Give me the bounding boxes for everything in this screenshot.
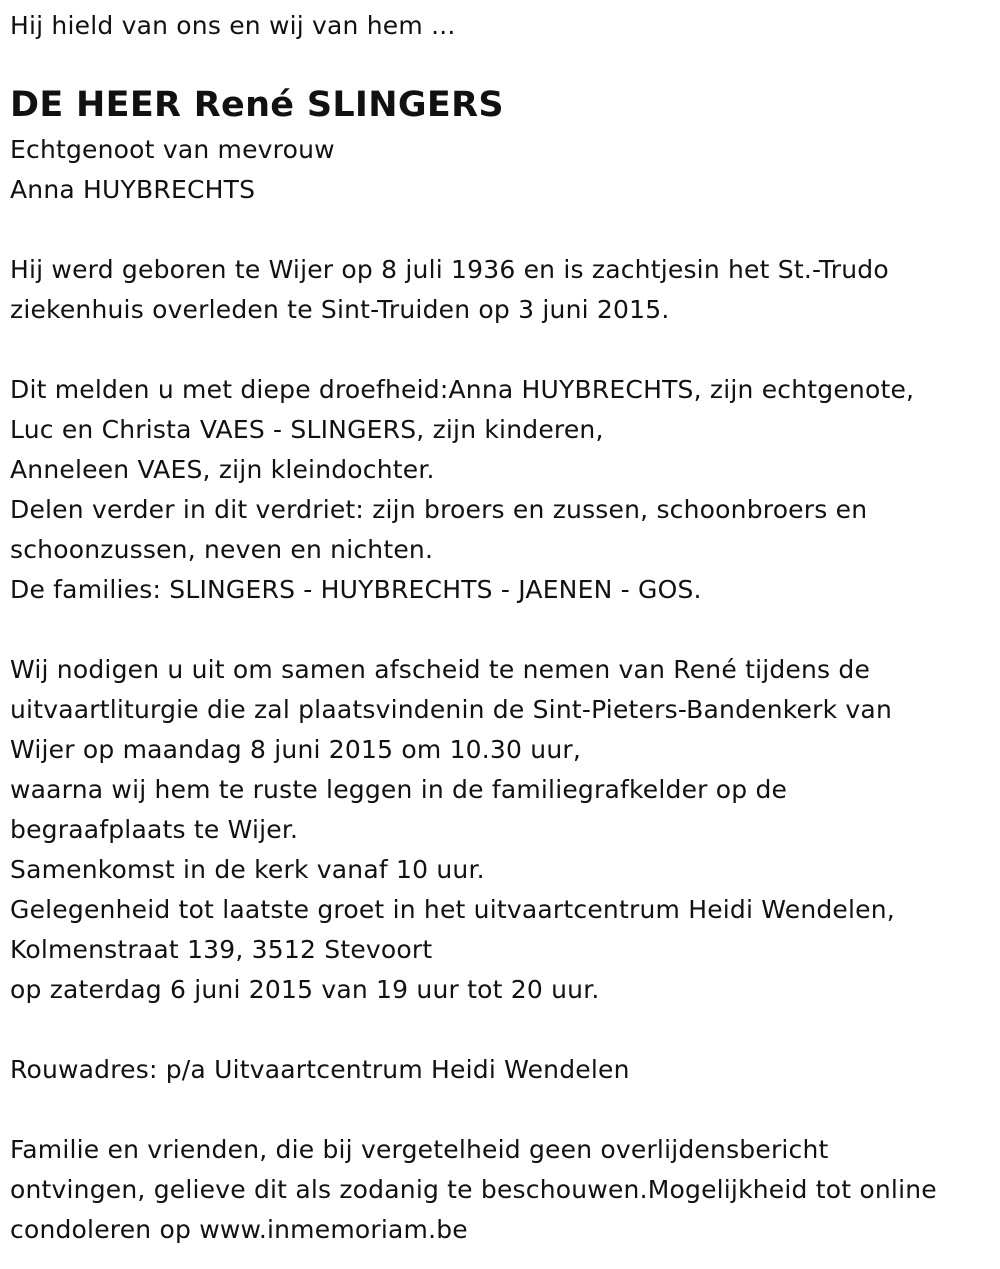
text-line: Gelegenheid tot laatste groet in het uitvaartcentrum Heidi Wendelen, bbox=[10, 895, 895, 924]
motto: Hij hield van ons en wij van hem ... bbox=[10, 11, 456, 40]
obituary-notice bbox=[10, 8, 990, 1250]
text-line: op zaterdag 6 juni 2015 van 19 uur tot 20 uur. bbox=[10, 975, 600, 1004]
funeral-paragraph bbox=[10, 650, 990, 1010]
spacer bbox=[10, 610, 990, 650]
text-line: Wij nodigen u uit om samen afscheid te nemen van René tijdens de bbox=[10, 655, 871, 684]
text-line bbox=[10, 1210, 990, 1250]
text-line: Samenkomst in de kerk vanaf 10 uur. bbox=[10, 855, 485, 884]
text-line: uitvaartliturgie die zal plaatsvindenin de Sint-Pieters-Bandenkerk van bbox=[10, 695, 892, 724]
spacer bbox=[10, 330, 990, 370]
text-line: Luc en Christa VAES - SLINGERS, zijn kinderen, bbox=[10, 415, 604, 444]
website-link[interactable]: www.inmemoriam.be bbox=[199, 1215, 468, 1244]
text-line: Delen verder in dit verdriet: zijn broers en zussen, schoonbroers en bbox=[10, 495, 868, 524]
closing-paragraph bbox=[10, 1130, 990, 1250]
deceased-name: DE HEER René SLINGERS bbox=[10, 85, 504, 125]
spouse-label: Echtgenoot van mevrouw bbox=[10, 135, 335, 164]
condolence-prefix: condoleren op bbox=[10, 1215, 200, 1244]
text-line: Hij werd geboren te Wijer op 8 juli 1936 en is zachtjesin het St.-Trudo bbox=[10, 255, 889, 284]
mourning-address: Rouwadres: p/a Uitvaartcentrum Heidi Wendelen bbox=[10, 1055, 630, 1084]
text-line: ziekenhuis overleden te Sint-Truiden op 3 juni 2015. bbox=[10, 295, 670, 324]
text-line: De families: SLINGERS - HUYBRECHTS - JAENEN - GOS. bbox=[10, 575, 702, 604]
text-line: Kolmenstraat 139, 3512 Stevoort bbox=[10, 935, 433, 964]
spacer bbox=[10, 210, 990, 250]
text-line: Familie en vrienden, die bij vergetelheid geen overlijdensbericht bbox=[10, 1135, 829, 1164]
text-line: begraafplaats te Wijer. bbox=[10, 815, 299, 844]
text-line: Dit melden u met diepe droefheid:Anna HUYBRECHTS, zijn echtgenote, bbox=[10, 375, 915, 404]
text-line: Anneleen VAES, zijn kleindochter. bbox=[10, 455, 435, 484]
announcers-paragraph bbox=[10, 370, 990, 610]
spacer bbox=[10, 1010, 990, 1050]
birth-paragraph bbox=[10, 250, 990, 330]
text-line: schoonzussen, neven en nichten. bbox=[10, 535, 434, 564]
text-line: waarna wij hem te ruste leggen in de familiegrafkelder op de bbox=[10, 775, 788, 804]
spouse-name: Anna HUYBRECHTS bbox=[10, 175, 256, 204]
spacer bbox=[10, 1090, 990, 1130]
spacer bbox=[10, 44, 990, 82]
text-line: ontvingen, gelieve dit als zodanig te beschouwen.Mogelijkheid tot online bbox=[10, 1175, 937, 1204]
text-line: Wijer op maandag 8 juni 2015 om 10.30 uur, bbox=[10, 735, 581, 764]
